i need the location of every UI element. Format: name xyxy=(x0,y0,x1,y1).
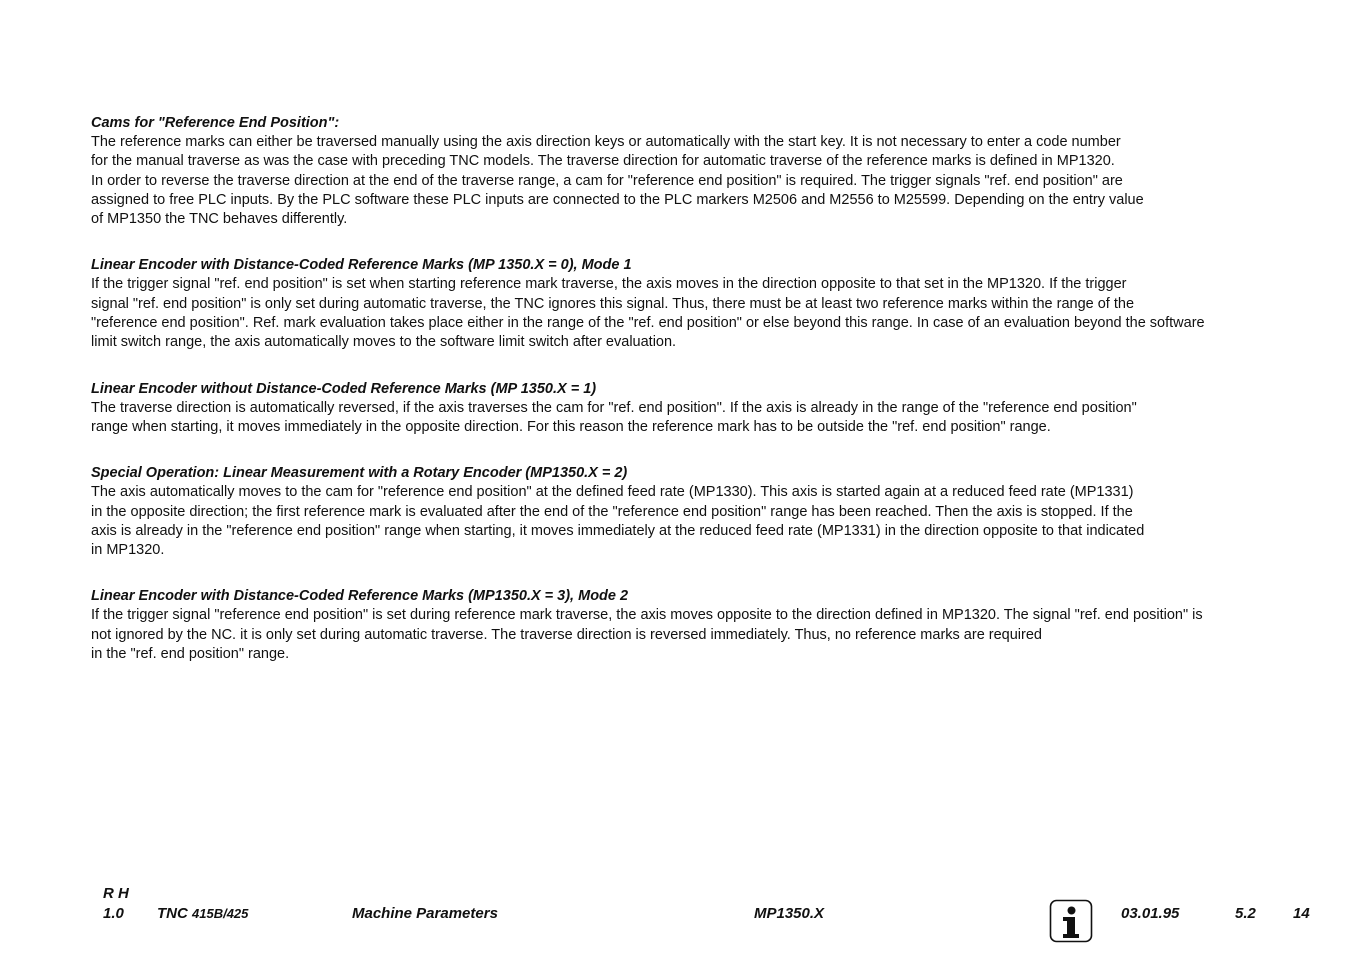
section-heading: Linear Encoder with Distance-Coded Reference Marks (MP 1350.X = 0), Mode 1 xyxy=(91,257,632,274)
paragraph-line: If the trigger signal "reference end position" is set during reference mark traverse, the axis moves opposite to the direction defined in MP1320. The signal "ref. end position" is xyxy=(91,607,1203,624)
section-heading: Linear Encoder with Distance-Coded Reference Marks (MP1350.X = 3), Mode 2 xyxy=(91,588,629,605)
paragraph-line: not ignored by the NC. it is only set during automatic traverse. The traverse direction is reversed immediately. Thus, no reference marks are required xyxy=(91,626,1042,643)
paragraph-line: in the "ref. end position" range. xyxy=(91,646,290,663)
paragraph-line: The axis automatically moves to the cam for "reference end position" at the defined feed rate (MP1330). This axis is started again at a reduced feed rate (MP1331) xyxy=(91,484,1134,501)
section-mode-1 xyxy=(91,380,1339,438)
paragraph-line: of MP1350 the TNC behaves differently. xyxy=(91,211,348,228)
footer-parameter: MP1350.X xyxy=(754,905,825,922)
section-mode-0 xyxy=(91,256,1339,352)
paragraph-line: The reference marks can either be traversed manually using the axis direction keys or automatically with the start key. It is not necessary to enter a code number xyxy=(91,134,1121,150)
paragraph-line: "reference end position". Ref. mark evaluation takes place either in the range of the "ref. end position" or else beyond this range. In case of an evaluation beyond the software xyxy=(91,315,1205,332)
footer-product xyxy=(157,905,248,923)
paragraph-line: limit switch range, the axis automatically moves to the software limit switch after evaluation. xyxy=(91,334,677,351)
paragraph-line: in the opposite direction; the first reference mark is evaluated after the end of the "reference end position" range has been reached. Then the axis is stopped. If the xyxy=(91,503,1133,520)
document-body xyxy=(91,114,1339,691)
footer-version: 1.0 xyxy=(103,905,124,922)
footer-author: R H xyxy=(103,885,129,902)
info-icon xyxy=(1049,899,1093,943)
section-heading: Special Operation: Linear Measurement with a Rotary Encoder (MP1350.X = 2) xyxy=(91,465,628,482)
paragraph-line: range when starting, it moves immediately in the opposite direction. For this reason the reference mark has to be outside the "ref. end position" range. xyxy=(91,418,1051,435)
paragraph-line: The traverse direction is automatically reversed, if the axis traverses the cam for "ref. end position". If the axis is already in the range of the "reference end position" xyxy=(91,399,1137,416)
paragraph-line: in MP1320. xyxy=(91,542,165,559)
section-cams xyxy=(91,114,1339,229)
section-heading: Linear Encoder without Distance-Coded Reference Marks (MP 1350.X = 1) xyxy=(91,380,597,397)
footer-date: 03.01.95 xyxy=(1121,905,1180,922)
footer-product-model: 415B/425 xyxy=(192,906,249,921)
footer-product-main: TNC xyxy=(157,905,188,922)
footer-chapter: Machine Parameters xyxy=(352,905,498,922)
paragraph-line: for the manual traverse as was the case with preceding TNC models. The traverse direction for automatic traverse of the reference marks is defined in MP1320. xyxy=(91,153,1115,170)
paragraph-line: axis is already in the "reference end position" range when starting, it moves immediately at the reduced feed rate (MP1331) in the direction opposite to that indicated xyxy=(91,522,1145,539)
paragraph-line: signal "ref. end position" is only set during automatic traverse, the TNC ignores this signal. Thus, there must be at least two reference marks within the range of the xyxy=(91,295,1135,312)
footer-section: 5.2 xyxy=(1235,905,1256,922)
section-mode-3 xyxy=(91,587,1339,664)
section-heading: Cams for "Reference End Position": xyxy=(91,115,340,131)
section-mode-2 xyxy=(91,464,1339,560)
paragraph-line: In order to reverse the traverse direction at the end of the traverse range, a cam for "reference end position" is required. The trigger signals "ref. end position" are xyxy=(91,172,1123,189)
paragraph-line: If the trigger signal "ref. end position" is set when starting reference mark traverse, the axis moves in the direction opposite to that set in the MP1320. If the trigger xyxy=(91,276,1127,293)
footer-page-number: 14 xyxy=(1293,905,1310,922)
paragraph-line: assigned to free PLC inputs. By the PLC software these PLC inputs are connected to the PLC markers M2506 and M2556 to M25599. Depending on the entry value xyxy=(91,191,1144,208)
